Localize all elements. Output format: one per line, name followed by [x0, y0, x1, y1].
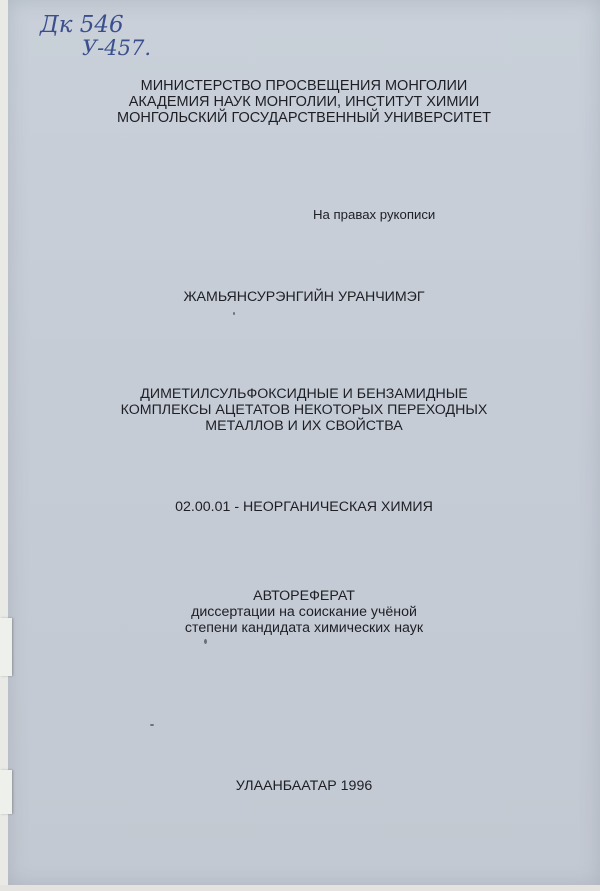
document-type: АВТОРЕФЕРАТ [253, 588, 355, 604]
degree-line-1: диссертации на соискание учёной [191, 604, 417, 620]
page-edge [0, 0, 8, 891]
handwritten-shelfmark-line2: У-457. [82, 36, 152, 60]
binding-tab [0, 770, 12, 814]
paper-speck [233, 312, 235, 315]
paper-speck [204, 639, 207, 644]
title-line-1: ДИМЕТИЛСУЛЬФОКСИДНЫЕ И БЕНЗАМИДНЫЕ [140, 386, 468, 402]
institution-line-3: МОНГОЛЬСКИЙ ГОСУДАРСТВЕННЫЙ УНИВЕРСИТЕТ [116, 110, 491, 126]
author-name: ЖАМЬЯНСУРЭНГИЙН УРАНЧИМЭГ [183, 289, 425, 305]
title-line-2: КОМПЛЕКСЫ АЦЕТАТОВ НЕКОТОРЫХ ПЕРЕХОДНЫХ [120, 402, 488, 418]
institution-line-1: МИНИСТЕРСТВО ПРОСВЕЩЕНИЯ МОНГОЛИИ [140, 78, 468, 94]
document-cover [8, 0, 600, 886]
institution-line-2: АКАДЕМИЯ НАУК МОНГОЛИИ, ИНСТИТУТ ХИМИИ [128, 94, 480, 110]
place-year: УЛААНБААТАР 1996 [235, 778, 373, 794]
scan-margin [0, 885, 600, 891]
rights-note: На правах рукописи [313, 207, 436, 222]
handwritten-shelfmark-line1: Дк 546 [40, 12, 124, 38]
title-line-3: МЕТАЛЛОВ И ИХ СВОЙСТВА [205, 418, 403, 434]
paper-speck [150, 724, 154, 726]
specialty-code: 02.00.01 - НЕОРГАНИЧЕСКАЯ ХИМИЯ [175, 499, 433, 515]
degree-line-2: степени кандидата химических наук [184, 620, 424, 636]
binding-tab [0, 618, 12, 676]
